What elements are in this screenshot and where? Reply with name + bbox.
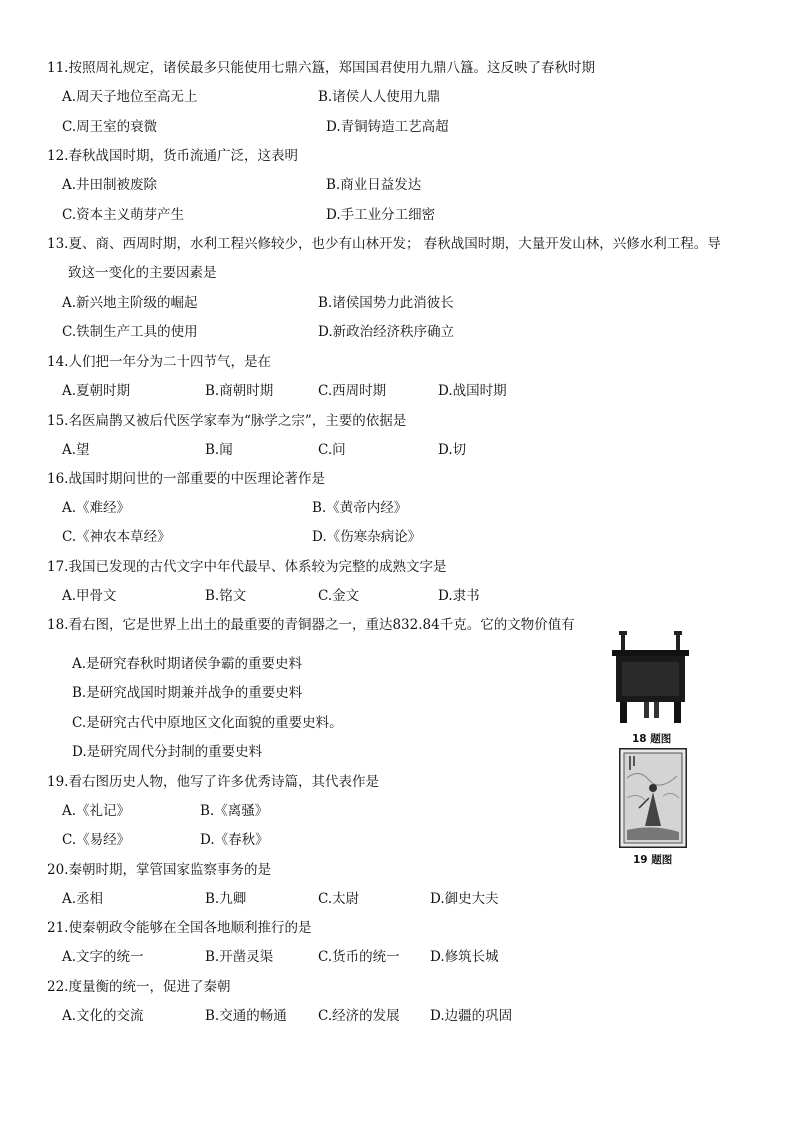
question-17-option-a: A.甲骨文 (62, 588, 117, 604)
question-22-option-a: A.文化的交流 (62, 1008, 144, 1024)
question-20-stem: 20.秦朝时期，掌管国家监察事务的是 (47, 862, 271, 878)
question-16-stem: 16.战国时期问世的一部重要的中医理论著作是 (47, 471, 325, 487)
question-21-stem: 21.使秦朝政令能够在全国各地顺利推行的是 (47, 920, 312, 936)
bronze-ding-icon (608, 630, 692, 726)
question-14-option-b: B.商朝时期 (205, 383, 274, 399)
question-12-stem: 12.春秋战国时期，货币流通广泛，这表明 (47, 148, 298, 164)
question-21-option-c: C.货币的统一 (318, 949, 400, 965)
question-16-option-b: B.《黄帝内经》 (312, 500, 408, 516)
question-19-stem: 19.看右图历史人物，他写了许多优秀诗篇，其代表作是 (47, 774, 379, 790)
poet-portrait-icon (619, 748, 687, 848)
question-15-option-a: A.望 (62, 442, 90, 458)
question-21-option-a: A.文字的统一 (62, 949, 144, 965)
question-22-option-b: B.交通的畅通 (205, 1008, 287, 1024)
question-14-option-c: C.西周时期 (318, 383, 387, 399)
question-20-option-a: A.丞相 (62, 891, 104, 907)
question-13-option-a: A.新兴地主阶级的崛起 (62, 295, 198, 311)
question-13-option-b: B.诸侯国势力此消彼长 (318, 295, 454, 311)
question-14-option-d: D.战国时期 (438, 383, 507, 399)
question-21-option-d: D.修筑长城 (430, 949, 499, 965)
question-22-option-c: C.经济的发展 (318, 1008, 400, 1024)
question-21-option-b: B.开凿灵渠 (205, 949, 274, 965)
question-16-option-d: D.《伤寒杂病论》 (312, 529, 422, 545)
question-11-option-d: D.青铜铸造工艺高超 (326, 119, 449, 135)
question-15-stem: 15.名医扁鹊又被后代医学家奉为“脉学之宗”，主要的依据是 (47, 413, 407, 429)
question-17-stem: 17.我国已发现的古代文字中年代最早、体系较为完整的成熟文字是 (47, 559, 447, 575)
question-18-option-c: C.是研究古代中原地区文化面貌的重要史料。 (72, 715, 343, 731)
question-20-option-c: C.太尉 (318, 891, 360, 907)
question-13-stem: 13.夏、商、西周时期，水利工程兴修较少，也少有山林开发； 春秋战国时期，大量开发山林，兴修水利工程。导 (47, 236, 721, 252)
question-18-option-a: A.是研究春秋时期诸侯争霸的重要史料 (72, 656, 303, 672)
question-18-option-b: B.是研究战国时期兼并战争的重要史料 (72, 685, 303, 701)
question-20-option-d: D.御史大夫 (430, 891, 499, 907)
question-18-option-d: D.是研究周代分封制的重要史料 (72, 744, 263, 760)
question-19-option-b: B.《离骚》 (200, 803, 269, 819)
question-12-option-a: A.井田制被废除 (62, 177, 158, 193)
question-12-option-c: C.资本主义萌芽产生 (62, 207, 185, 223)
question-17-option-c: C.金文 (318, 588, 360, 604)
question-18-stem: 18.看右图，它是世界上出土的最重要的青铜器之一，重达832.84千克。它的文物价值有 (47, 617, 575, 633)
question-19-option-a: A.《礼记》 (62, 803, 131, 819)
question-17-option-b: B.铭文 (205, 588, 247, 604)
question-11-stem: 11.按照周礼规定，诸侯最多只能使用七鼎六簋，郑国国君使用九鼎八簋。这反映了春秋时期 (47, 60, 595, 76)
question-11-option-a: A.周天子地位至高无上 (62, 89, 198, 105)
question-14-stem: 14.人们把一年分为二十四节气，是在 (47, 354, 271, 370)
question-16-option-a: A.《难经》 (62, 500, 131, 516)
question-19-option-c: C.《易经》 (62, 832, 131, 848)
question-17-option-d: D.隶书 (438, 588, 480, 604)
question-13-stem-continued: 致这一变化的主要因素是 (68, 265, 217, 281)
question-15-option-d: D.切 (438, 442, 467, 458)
question-22-stem: 22.度量衡的统一，促进了秦朝 (47, 979, 231, 995)
figure-18-caption: 18 题图 (632, 733, 672, 745)
figure-19-caption: 19 题图 (633, 854, 673, 866)
question-14-option-a: A.夏朝时期 (62, 383, 131, 399)
question-20-option-b: B.九卿 (205, 891, 247, 907)
question-15-option-c: C.问 (318, 442, 346, 458)
question-11-option-b: B.诸侯人人使用九鼎 (318, 89, 441, 105)
question-12-option-b: B.商业日益发达 (326, 177, 422, 193)
question-12-option-d: D.手工业分工细密 (326, 207, 436, 223)
question-22-option-d: D.边疆的巩固 (430, 1008, 513, 1024)
question-13-option-c: C.铁制生产工具的使用 (62, 324, 198, 340)
question-11-option-c: C.周王室的衰微 (62, 119, 158, 135)
question-13-option-d: D.新政治经济秩序确立 (318, 324, 455, 340)
question-19-option-d: D.《春秋》 (200, 832, 269, 848)
question-16-option-c: C.《神农本草经》 (62, 529, 171, 545)
question-15-option-b: B.闻 (205, 442, 233, 458)
